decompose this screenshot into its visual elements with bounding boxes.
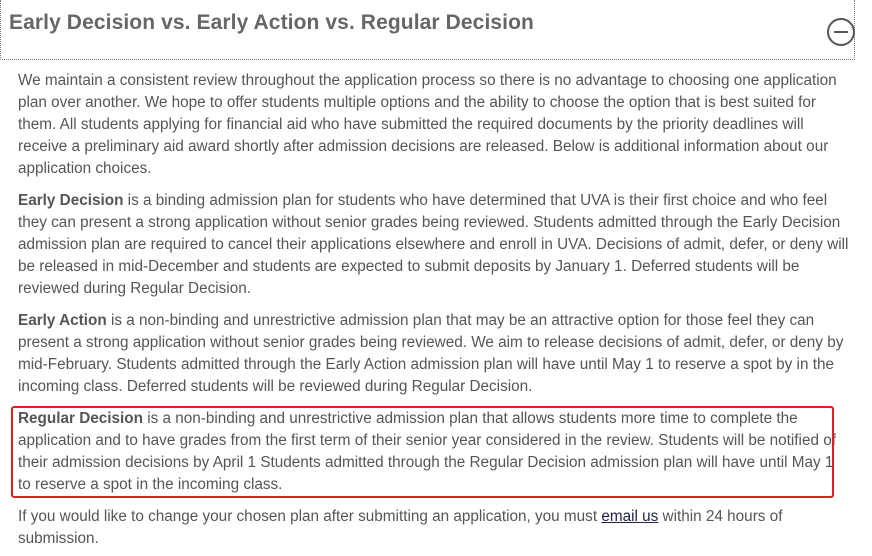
email-us-link[interactable]: email us	[601, 508, 659, 525]
early-action-term: Early Action	[18, 312, 107, 329]
regular-decision-term: Regular Decision	[18, 410, 143, 427]
intro-paragraph	[18, 70, 850, 180]
early-decision-text: is a binding admission plan for students who have determined that UVA is their first choice and who feel they can present a strong application without senior grades being reviewed. Students admitted through the Early Decision admission plan are required to cancel their applications elsewhere and enroll in UVA. Decisions of admit, defer, or deny will be released in mid-December and students are expected to submit deposits by January 1. Deferred students will be reviewed during Regular Decision.	[18, 192, 849, 297]
intro-text: We maintain a consistent review throughout the application process so there is no advantage to choosing one application plan over another. We hope to offer students multiple options and the ability to choose the option that is best suited for them. All students applying for financial aid who have submitted the required documents by the priority deadlines will receive a preliminary aid award shortly after admission decisions are released. Below is additional information about our application choices.	[18, 72, 837, 177]
early-decision-term: Early Decision	[18, 192, 124, 209]
regular-decision-text: is a non-binding and unrestrictive admission plan that allows students more time to complete the application and to have grades from the first term of their senior year considered in the review. Students will be notified of their admission decisions by April 1 Students admitted through the Regular Decision admission plan will have until May 1 to reserve a spot in the incoming class.	[18, 410, 836, 493]
accordion-title[interactable]: Early Decision vs. Early Action vs. Regular Decision	[9, 11, 534, 34]
accordion-header[interactable]	[0, 0, 855, 60]
early-decision-paragraph	[18, 190, 850, 300]
early-action-text: is a non-binding and unrestrictive admission plan that may be an attractive option for those feel they can present a strong application without senior grades being reviewed. We aim to release decisions of admit, defer, or deny by mid-February. Students admitted through the Early Action admission plan will have until May 1 to reserve a spot by in the incoming class. Deferred students will be reviewed during Regular Decision.	[18, 312, 844, 395]
change-plan-paragraph	[18, 506, 850, 550]
regular-decision-paragraph	[18, 408, 838, 496]
early-action-paragraph	[18, 310, 850, 398]
collapse-button[interactable]	[826, 17, 856, 47]
change-plan-text-before: If you would like to change your chosen plan after submitting an application, you must	[18, 508, 602, 525]
change-plan-text-after: within 24 hours of submission.	[18, 508, 783, 547]
minus-circle-icon	[826, 17, 856, 47]
